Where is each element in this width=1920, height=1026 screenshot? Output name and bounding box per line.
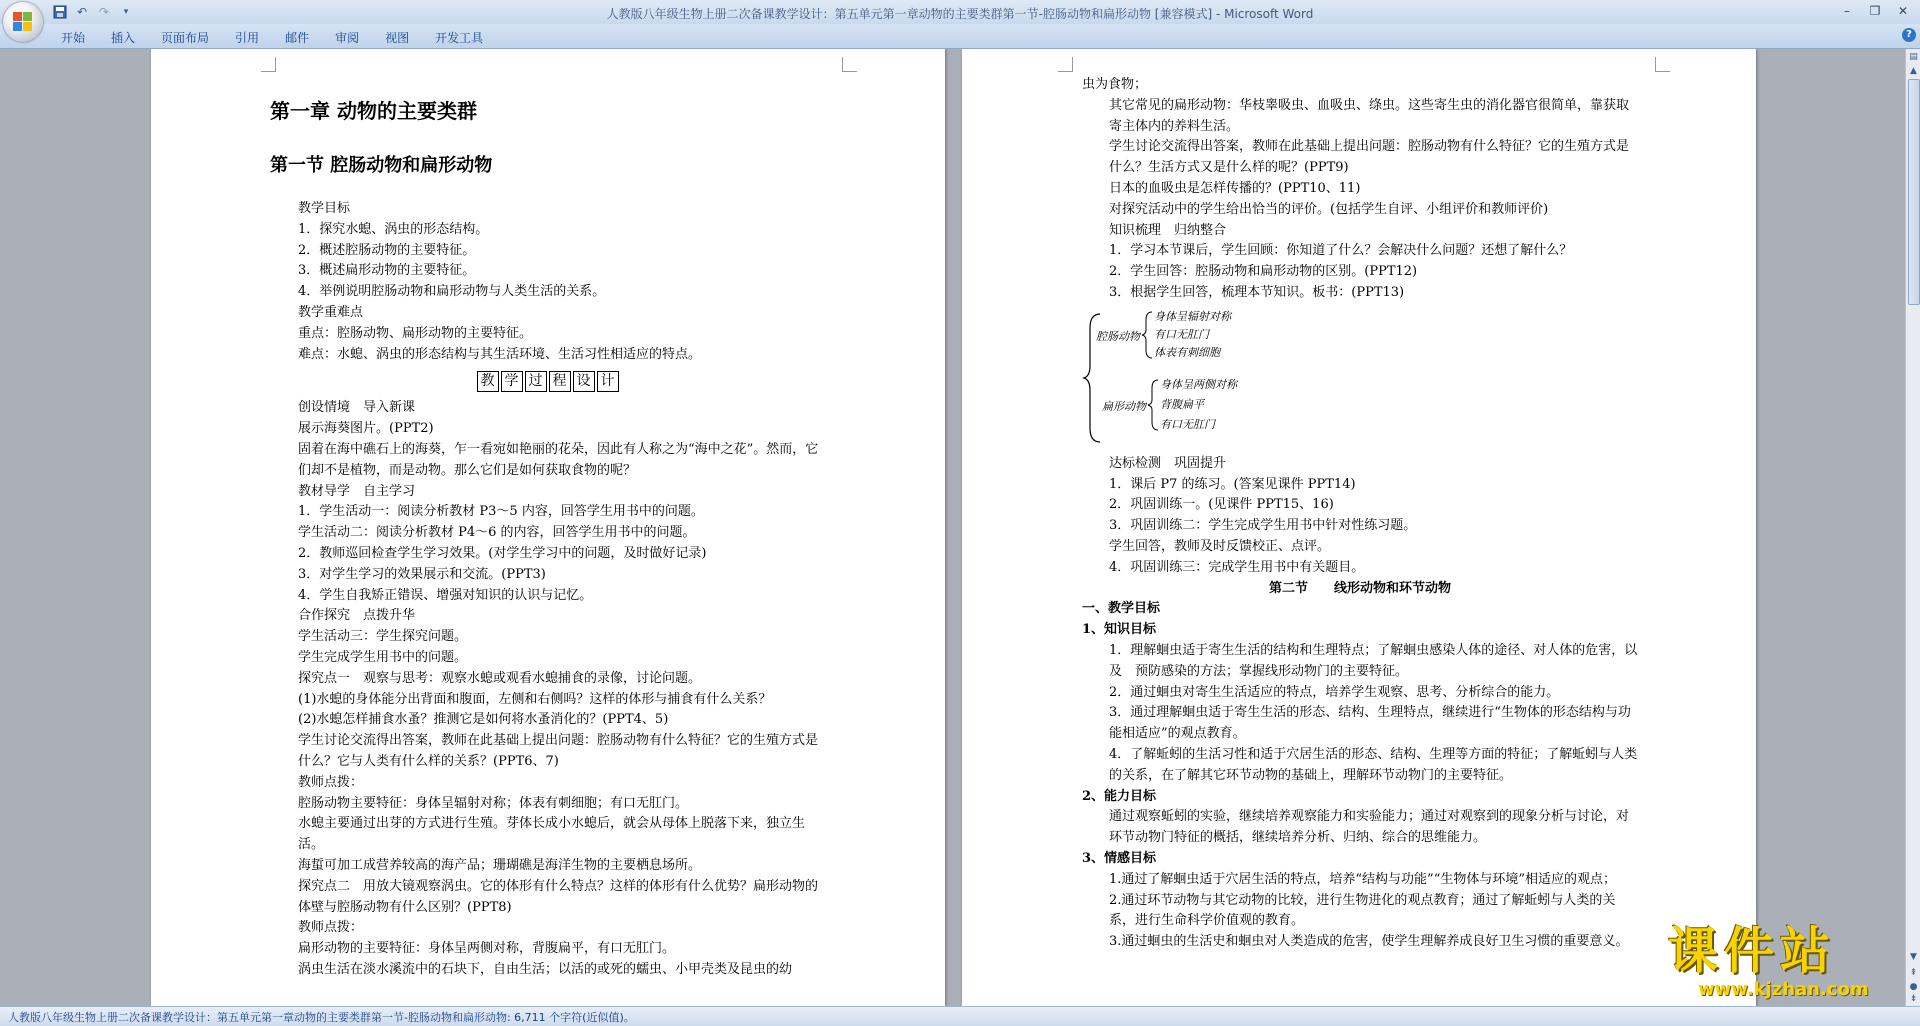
minimize-button[interactable]: – <box>1844 4 1850 18</box>
text-line: 学生活动三：学生探究问题。 <box>298 629 468 645</box>
window-controls <box>1834 2 1916 20</box>
text-line: 3、情感目标 <box>1082 850 1157 866</box>
boxed-char: 过 <box>525 371 547 392</box>
text-line: 1．理解蛔虫适于寄生生活的结构和生理特点；了解蛔虫感染人体的途径、对人体的危害，以及 预防感染的方法；掌握线形动物门的主要特征。 <box>1109 642 1638 679</box>
boxed-char: 设 <box>573 371 595 392</box>
text-line: 2．教师巡回检查学生学习效果。(对学生学习中的问题，及时做好记录) <box>298 545 707 561</box>
watermark-url: www.kjzhan.com <box>1698 979 1869 1000</box>
close-button[interactable]: ✕ <box>1897 4 1909 18</box>
boxed-char: 学 <box>501 371 523 392</box>
scroll-up-icon[interactable]: ▲ <box>1910 66 1917 76</box>
tab-references[interactable]: 引用 <box>235 31 260 45</box>
boxed-char: 计 <box>597 371 619 392</box>
text-line: 1．学生活动一：阅读分析教材 P3～5 内容，回答学生用书中的问题。 <box>298 504 704 520</box>
vertical-scrollbar[interactable] <box>1905 49 1920 1006</box>
tab-review[interactable]: 审阅 <box>335 31 360 45</box>
scroll-thumb[interactable] <box>1908 79 1920 305</box>
text-line: 3．概述扁形动物的主要特征。 <box>298 263 476 279</box>
text-line: 教学目标 <box>298 201 351 216</box>
text-line: 日本的血吸虫是怎样传播的？(PPT10、11) <box>1109 180 1361 196</box>
text-line: 难点：水螅、涡虫的形态结构与其生活环境、生活习性相适应的特点。 <box>298 346 702 362</box>
text-line: 学生讨论交流得出答案，教师在此基础上提出问题：腔肠动物有什么特征？它的生殖方式是什么？生活方式又是什么样的呢？(PPT9) <box>1109 139 1630 176</box>
section-title: 第一节 腔肠动物和扁形动物 <box>270 155 493 176</box>
text-line: 教材导学 自主学习 <box>298 483 416 499</box>
text-line: 4．巩固训练三：完成学生用书中有关题目。 <box>1109 559 1365 575</box>
window-title: 人教版八年级生物上册二次备课教学设计：第五单元第一章动物的主要类群第一节-腔肠动物和扁形动物 [兼容模式] - Microsoft Word <box>606 7 1314 21</box>
scroll-down-icon[interactable]: ▼ <box>1910 952 1917 962</box>
diagram-group-1-item: 身体呈辐射对称 <box>1154 309 1231 323</box>
text-line: 对探究活动中的学生给出恰当的评价。(包括学生自评、小组评价和教师评价) <box>1109 201 1549 217</box>
knowledge-diagram <box>1082 308 1322 448</box>
help-icon[interactable]: ? <box>1902 28 1916 42</box>
undo-icon[interactable]: ↶ <box>76 5 88 19</box>
text-line: 展示海葵图片。(PPT2) <box>298 421 434 437</box>
text-line: 腔肠动物主要特征：身体呈辐射对称；体表有刺细胞；有口无肛门。 <box>298 795 689 811</box>
text-line: 学生活动二：阅读分析教材 P4～6 的内容，回答学生用书中的问题。 <box>298 525 696 541</box>
text-line: 3．巩固训练二：学生完成学生用书中针对性练习题。 <box>1109 518 1417 534</box>
boxed-char: 教 <box>477 371 499 392</box>
diagram-group-2: 扁形动物 <box>1102 399 1146 413</box>
text-line: 涡虫生活在淡水溪流中的石块下，自由生活；以活的或死的蠕虫、小甲壳类及昆虫的幼 <box>298 961 793 977</box>
office-button[interactable] <box>3 2 43 42</box>
document-page-2[interactable] <box>962 49 1756 1006</box>
boxed-char: 程 <box>549 371 571 392</box>
boxed-heading <box>477 371 619 392</box>
text-line: 学生讨论交流得出答案，教师在此基础上提出问题：腔肠动物有什么特征？它的生殖方式是什么？它与人类有什么样的关系？(PPT6、7) <box>298 733 819 769</box>
page-2-lines-top <box>1082 75 1638 304</box>
text-line: 通过观察蚯蚓的实验，继续培养观察能力和实验能力；通过对观察到的现象分析与讨论，对环节动物门特征的概括，继续培养分析、归纳、综合的思维能力。 <box>1109 809 1630 846</box>
text-line: 扁形动物的主要特征：身体呈两侧对称，背腹扁平，有口无肛门。 <box>298 941 676 957</box>
tab-developer[interactable]: 开发工具 <box>435 31 484 45</box>
watermark-title: 课件站 <box>1668 922 1836 980</box>
dropdown-icon[interactable]: ▾ <box>123 7 129 17</box>
section-2-title: 第二节 线形动物和环节动物 <box>1268 580 1451 596</box>
text-line: 教师点拨： <box>298 774 364 790</box>
ribbon-tabs <box>48 27 496 48</box>
text-line: 1.通过了解蛔虫适于穴居生活的特点，培养“结构与功能”“生物体与环境”相适应的观点； <box>1109 871 1616 887</box>
text-line: 知识梳理 归纳整合 <box>1109 222 1227 238</box>
text-line: 3．通过理解蛔虫适于寄生生活的形态、结构、生理特点，继续进行“生物体的形态结构与功能相适应”的观点教育。 <box>1109 705 1631 742</box>
text-line: 教师点拨： <box>298 920 364 936</box>
page-2-lines-bottom <box>1082 599 1638 953</box>
text-line: 2、能力目标 <box>1082 788 1157 804</box>
tab-home[interactable]: 开始 <box>61 31 86 45</box>
text-line: 3.通过蛔虫的生活史和蛔虫对人类造成的危害，使学生理解养成良好卫生习惯的重要意义。 <box>1109 934 1629 950</box>
diagram-group-1-item: 有口无肛门 <box>1154 327 1209 341</box>
diagram-group-2-item: 有口无肛门 <box>1160 417 1215 431</box>
text-line: 1．探究水螅、涡虫的形态结构。 <box>298 221 489 237</box>
text-line: 一、教学目标 <box>1082 601 1161 617</box>
text-line: 2．巩固训练一。(见课件 PPT15、16) <box>1109 497 1334 513</box>
site-watermark <box>1668 923 1908 1003</box>
text-line: 2.通过环节动物与其它动物的比较，进行生物进化的观点教育；通过了解蚯蚓与人类的关系，进行生命科学价值观的教育。 <box>1109 892 1616 929</box>
text-line: 2．概述腔肠动物的主要特征。 <box>298 242 476 258</box>
text-line: (1)水螅的身体能分出背面和腹面，左侧和右侧吗？这样的体形与捕食有什么关系？ <box>298 691 772 707</box>
text-line: 海蜇可加工成营养较高的海产品；珊瑚礁是海洋生物的主要栖息场所。 <box>298 857 702 873</box>
text-line: 学生完成学生用书中的问题。 <box>298 649 468 665</box>
text-line: 重点：腔肠动物、扁形动物的主要特征。 <box>298 325 533 341</box>
text-line: 教学重难点 <box>298 304 364 320</box>
status-bar <box>0 1006 1920 1026</box>
text-line: (2)水螅怎样捕食水蚤？推测它是如何将水蚤消化的？(PPT4、5) <box>298 712 669 728</box>
text-line: 水螅主要通过出芽的方式进行生殖。芽体长成小水螅后，就会从母体上脱落下来，独立生活。 <box>298 816 806 853</box>
text-line: 3．根据学生回答，梳理本节知识。板书：(PPT13) <box>1109 284 1405 300</box>
diagram-group-2-item: 身体呈两侧对称 <box>1160 377 1237 391</box>
text-line: 4．了解蚯蚓的生活习性和适于穴居生活的形态、结构、生理等方面的特征；了解蚯蚓与人类的关系，在了解其它环节动物的基础上，理解环节动物门的主要特征。 <box>1109 746 1638 783</box>
diagram-group-1-item: 体表有刺细胞 <box>1154 345 1220 359</box>
diagram-group-2-item: 背腹扁平 <box>1160 397 1204 411</box>
title-bar <box>0 0 1920 24</box>
status-text: 人教版八年级生物上册二次备课教学设计：第五单元第一章动物的主要类群第一节-腔肠动物和扁形动物: 6,711 个字符(近似值)。 <box>8 1011 635 1024</box>
text-line: 1．学习本节课后，学生回顾：你知道了什么？会解决什么问题？还想了解什么？ <box>1109 243 1573 259</box>
document-workspace <box>0 49 1900 1006</box>
text-line: 2．学生回答：腔肠动物和扁形动物的区别。(PPT12) <box>1109 264 1418 280</box>
page-2-content[interactable] <box>1082 75 1638 953</box>
text-line: 固着在海中礁石上的海葵，乍一看宛如艳丽的花朵，因此有人称之为“海中之花”。然而，它们却不是植物，而是动物。那么它们是如何获取食物的呢？ <box>298 441 819 478</box>
text-line: 1．课后 P7 的练习。(答案见课件 PPT14) <box>1109 476 1356 492</box>
chapter-title: 第一章 动物的主要类群 <box>270 99 477 123</box>
text-line: 3．对学生学习的效果展示和交流。(PPT3) <box>298 566 546 582</box>
text-line: 4．举例说明腔肠动物和扁形动物与人类生活的关系。 <box>298 284 606 300</box>
text-line: 4．学生自我矫正错误、增强对知识的认识与记忆。 <box>298 587 593 603</box>
document-page-1[interactable] <box>151 49 945 1006</box>
ruler-toggle-icon[interactable]: ▤ <box>1909 52 1918 62</box>
text-line: 达标检测 巩固提升 <box>1109 455 1227 471</box>
tab-view[interactable]: 视图 <box>385 31 410 45</box>
page-1-content[interactable] <box>270 93 825 981</box>
text-line: 合作探究 点拨升华 <box>298 608 416 624</box>
text-line: 1、知识目标 <box>1082 622 1157 638</box>
tab-mailings[interactable]: 邮件 <box>285 31 310 45</box>
redo-icon[interactable]: ↷ <box>98 5 110 19</box>
page-1-lines-2 <box>270 398 825 980</box>
text-line: 学生回答，教师及时反馈校正、点评。 <box>1109 538 1331 554</box>
text-line: 其它常见的扁形动物：华枝睾吸虫、血吸虫、绦虫。这些寄生虫的消化器官很简单，靠获取寄主体内的养料生活。 <box>1109 97 1630 134</box>
text-line: 2．通过蛔虫对寄生生活适应的特点，培养学生观察、思考、分析综合的能力。 <box>1109 684 1560 700</box>
page-1-lines <box>270 199 825 365</box>
ribbon-tab-bar <box>0 24 1920 49</box>
page-2-lines-mid <box>1082 454 1638 579</box>
previous-page-icon[interactable]: ⇞ <box>1909 968 1918 978</box>
text-line: 探究点一 观察与思考：观察水螅或观看水螅捕食的录像，讨论问题。 <box>298 670 702 686</box>
office-logo-icon <box>13 12 33 32</box>
diagram-group-1: 腔肠动物 <box>1096 329 1140 343</box>
restore-button[interactable]: ❐ <box>1869 4 1881 18</box>
select-browse-object-icon[interactable]: ● <box>1909 982 1918 992</box>
next-page-icon[interactable]: ⇟ <box>1909 994 1918 1004</box>
text-line: 探究点二 用放大镜观察涡虫。它的体形有什么特点？这样的体形有什么优势？扁形动物的体壁与腔肠动物有什么区别？(PPT8) <box>298 878 819 915</box>
tab-page-layout[interactable]: 页面布局 <box>161 31 210 45</box>
tab-insert[interactable]: 插入 <box>111 31 136 45</box>
text-line: 创设情境 导入新课 <box>298 400 416 416</box>
teaching-process-title <box>270 365 825 398</box>
text-line: 虫为食物； <box>1082 77 1148 92</box>
